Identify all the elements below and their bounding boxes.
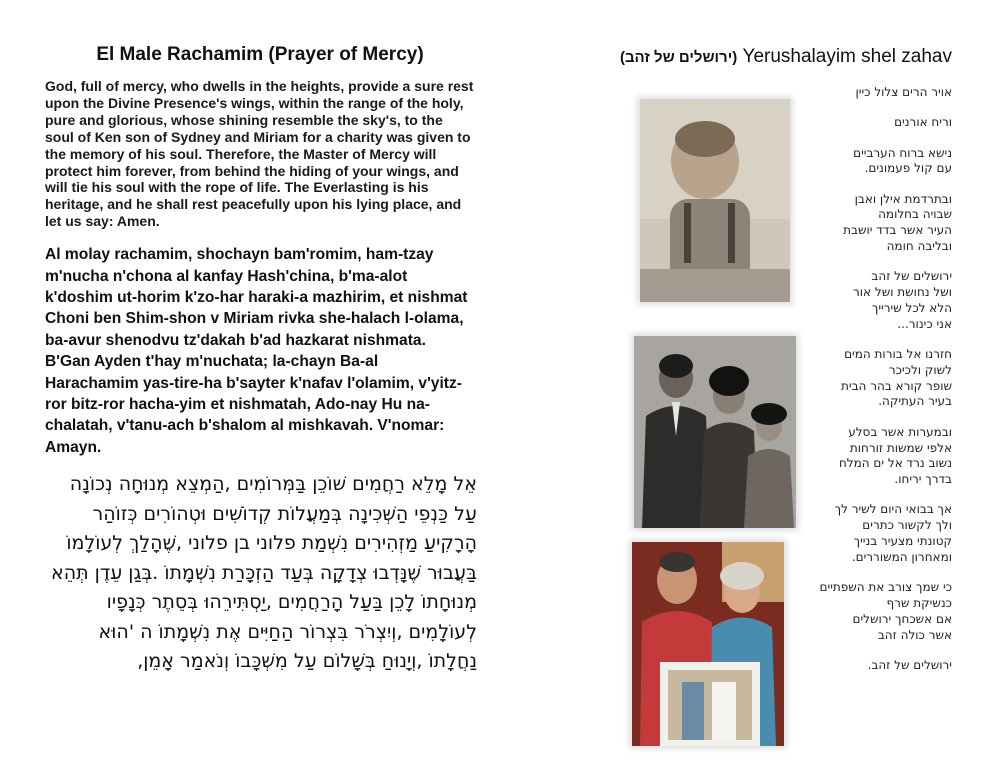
lyrics-line: אלפי שמשות זורחות	[849, 440, 952, 455]
baby-photo	[640, 99, 790, 302]
couple-photo	[632, 542, 784, 746]
lyrics-line: ומאחרון המשוררים.	[851, 549, 952, 564]
lyrics-line: קטונתי מצעיר בנייך	[853, 534, 952, 549]
lyrics-line: ולך לקשור כתרים	[862, 518, 952, 533]
lyrics-line: לשוק ולכיכר	[888, 362, 952, 377]
lyrics-line: כי שמך צורב את השפתיים	[819, 580, 952, 595]
lyrics-line: ירושלים של זהב.	[867, 657, 952, 672]
lyrics-line: וריח אורנים	[894, 115, 952, 130]
lyrics-line: ובליבה חומה	[886, 239, 952, 254]
prayer-column	[45, 44, 475, 677]
lyrics-line: ובתרדמת אילן ואבן	[854, 191, 952, 206]
lyrics-line: אך בבואי היום לשיר לך	[834, 502, 952, 517]
hebrew-prayer-text: אֵל מָלֵא רַחֲמִים שׁוֹכֵן בַּמְּרוֹמִים ,הַמְצֵא מְנוּחָה נְכוֹנָה עַל כַּנְפֵי הַשְּׁכִינָה בְּמַעֲלוֹת קְדוֹשִׁים וּטְהוֹרִים כְּזוֹהַר הָרָקִיעַ מַזְהִירִים נִשְׁמַת פלוני בן פלוני ,שֶׁהָלַךְ לְעוֹלָמוֹ בַּעֲבוּר שֶׁנָּדְבוּ צְדָקָה בְּעַד הַזְכָּרַת נִשְׁמָתוֹ .בְּגַן עֵדֶן תְּהֵא מְנוּחָתוֹ לָכֵן בַּעַל הָרַחֲמִים ,יַסְתִּירֵהוּ בְּסֵתֶר כְּנָפָיו לְעוֹלָמִים ,וְיִצְרֹר בִּצְרוֹר הַחַיִּים אֶת נִשְׁמָתוֹ ה 'הוּא נַחֲלָתוֹ ,וְיָנוּחַ בְּשָׁלוֹם עַל מִשְׁכָּבוֹ וְנֹאמַר אָמֵן,	[51, 473, 477, 673]
lyrics-line: ושל נחושת ושל אור	[853, 285, 952, 300]
song-title	[620, 46, 952, 68]
lyrics-line: אם אשכחך ירושלים	[852, 611, 952, 626]
lyrics-line: אני כינור...	[897, 316, 952, 331]
lyrics-line: שופר קורא בהר הבית	[841, 378, 952, 393]
song-title-hebrew: (ירושלים של זהב)	[619, 49, 738, 66]
transliteration-text: Al molay rachamim, shochayn bam'romim, ham-tzay m'nucha n'chona al kanfay Hash'china, b'ma-alot k'doshim ut-horim k'zo-har haraki-a mazhirim, et nishmat Choni ben Shim-shon v Miriam rivka she-halach l-olama, ba-avur shenodvu tz'dakah b'ad hazkarat nishmata. B'Gan Ayden t'hay m'nuchata; la-chayn Ba-al Harachamim yas-tire-ha b'sayter k'nafav l'olamim, v'yitz-ror bitz-ror hacha-yim et nishmatah, Ado-nay Hu na-chalatah, v'tanu-ach b'shalom al mishkavah. V'nomar: Amayn.	[45, 246, 468, 456]
family-photo	[634, 336, 796, 528]
lyrics-line: אשר כולה זהב	[877, 627, 952, 642]
lyrics-line: ובמערות אשר בסלע	[848, 424, 952, 439]
lyrics-line: ירושלים של זהב	[871, 269, 952, 284]
english-prayer-text: God, full of mercy, who dwells in the heights, provide a sure rest upon the Divine Presence's wings, within the range of the holy, pure and glorious, whose shining resemble the sky's, to the soul of Ken son of Sydney and Miriam for a charity was given to the memory of his soul. Therefore, the Master of Mercy will protect him forever, from behind the hiding of your wings, and will tie his soul with the rope of life. The Everlasting is his heritage, and he shall rest peacefully upon his lying place, and let us say: Amen.	[45, 78, 474, 230]
lyrics-line: בדרך יריחו.	[894, 472, 952, 487]
lyrics-line: שבויה בחלומה	[878, 207, 952, 222]
lyrics-line: הלא לכל שירייך	[871, 300, 952, 315]
song-title-latin: Yerushalayim shel zahav	[742, 46, 952, 67]
lyrics-line: בעיר העתיקה.	[878, 394, 952, 409]
prayer-title: El Male Rachamim (Prayer of Mercy)	[96, 44, 424, 65]
lyrics-line: כנשיקת שרף	[886, 595, 952, 610]
lyrics-line: נשוב נרד אל ים המלח	[838, 456, 952, 471]
lyrics-line: העיר אשר בדד יושבת	[843, 223, 952, 238]
lyrics-line: חזרנו אל בורות המים	[844, 347, 952, 362]
lyrics-line: עם קול פעמונים.	[864, 161, 952, 176]
lyrics-line: נישא ברוח הערביים	[853, 145, 952, 160]
lyrics-line: אויר הרים צלול כיין	[855, 85, 952, 99]
